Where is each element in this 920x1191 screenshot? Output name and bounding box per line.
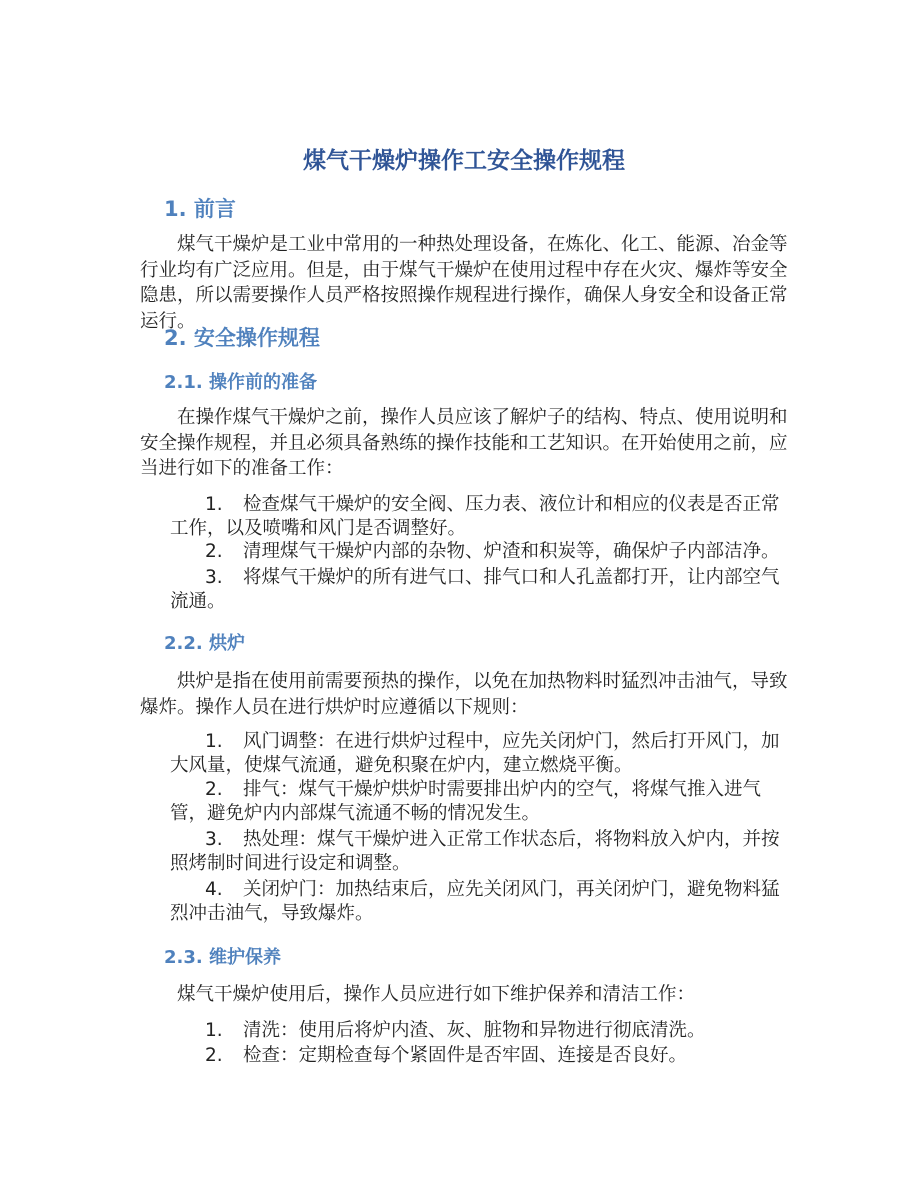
heading-safety-rules: 2. 安全操作规程 [164,326,320,350]
maintenance-paragraph: 煤气干燥炉使用后，操作人员应进行如下维护保养和清洁工作： [177,984,696,1005]
item-number: 1. [205,731,223,752]
list-item [170,828,788,876]
list-item [170,566,788,614]
list-item [170,1019,788,1043]
item-number: 2. [205,779,223,800]
list-item [170,493,788,541]
list-item [170,540,788,564]
heading-intro: 1. 前言 [164,197,236,221]
item-text: 检查煤气干燥炉的安全阀、压力表、液位计和相应的仪表是否正常工作，以及喷嘴和风门是否调整好。 [170,494,780,539]
item-number: 2. [205,1045,223,1066]
item-number: 1. [205,1020,223,1041]
list-item [170,778,788,826]
item-number: 3. [205,829,223,850]
item-text: 关闭炉门：加热结束后，应先关闭风门，再关闭炉门，避免物料猛烈冲击油气，导致爆炸。 [170,879,780,924]
list-item [170,730,788,778]
item-text: 将煤气干燥炉的所有进气口、排气口和人孔盖都打开，让内部空气流通。 [170,567,780,612]
item-number: 3. [205,567,223,588]
intro-paragraph: 煤气干燥炉是工业中常用的一种热处理设备，在炼化、化工、能源、冶金等行业均有广泛应用。但是，由于煤气干燥炉在使用过程中存在火灾、爆炸等安全隐患，所以需要操作人员严格按照操作规程进行操作，确保人身安全和设备正常运行。 [140,234,788,332]
item-text: 热处理：煤气干燥炉进入正常工作状态后，将物料放入炉内，并按照烤制时间进行设定和调整。 [170,829,780,874]
item-number: 2. [205,541,223,562]
heading-baking: 2.2. 烘炉 [164,633,245,654]
item-text: 排气：煤气干燥炉烘炉时需要排出炉内的空气，将煤气推入进气管，避免炉内内部煤气流通不畅的情况发生。 [170,779,762,824]
document-title: 煤气干燥炉操作工安全操作规程 [303,148,625,174]
item-text: 风门调整：在进行烘炉过程中，应先关闭炉门，然后打开风门，加大风量，使煤气流通，避免积聚在炉内，建立燃烧平衡。 [170,731,780,776]
list-item [170,1044,788,1068]
heading-maintenance: 2.3. 维护保养 [164,947,281,968]
item-text: 清理煤气干燥炉内部的杂物、炉渣和积炭等，确保炉子内部洁净。 [243,541,780,562]
item-number: 4. [205,879,223,900]
list-item [170,878,788,926]
heading-preparation: 2.1. 操作前的准备 [164,372,317,393]
preparation-paragraph: 在操作煤气干燥炉之前，操作人员应该了解炉子的结构、特点、使用说明和安全操作规程，并且必须具备熟练的操作技能和工艺知识。在开始使用之前，应当进行如下的准备工作： [140,407,788,479]
item-number: 1. [205,494,223,515]
baking-paragraph: 烘炉是指在使用前需要预热的操作，以免在加热物料时猛烈冲击油气，导致爆炸。操作人员在进行烘炉时应遵循以下规则： [140,671,788,718]
item-text: 清洗：使用后将炉内渣、灰、脏物和异物进行彻底清洗。 [243,1020,706,1041]
item-text: 检查：定期检查每个紧固件是否牢固、连接是否良好。 [243,1045,688,1066]
